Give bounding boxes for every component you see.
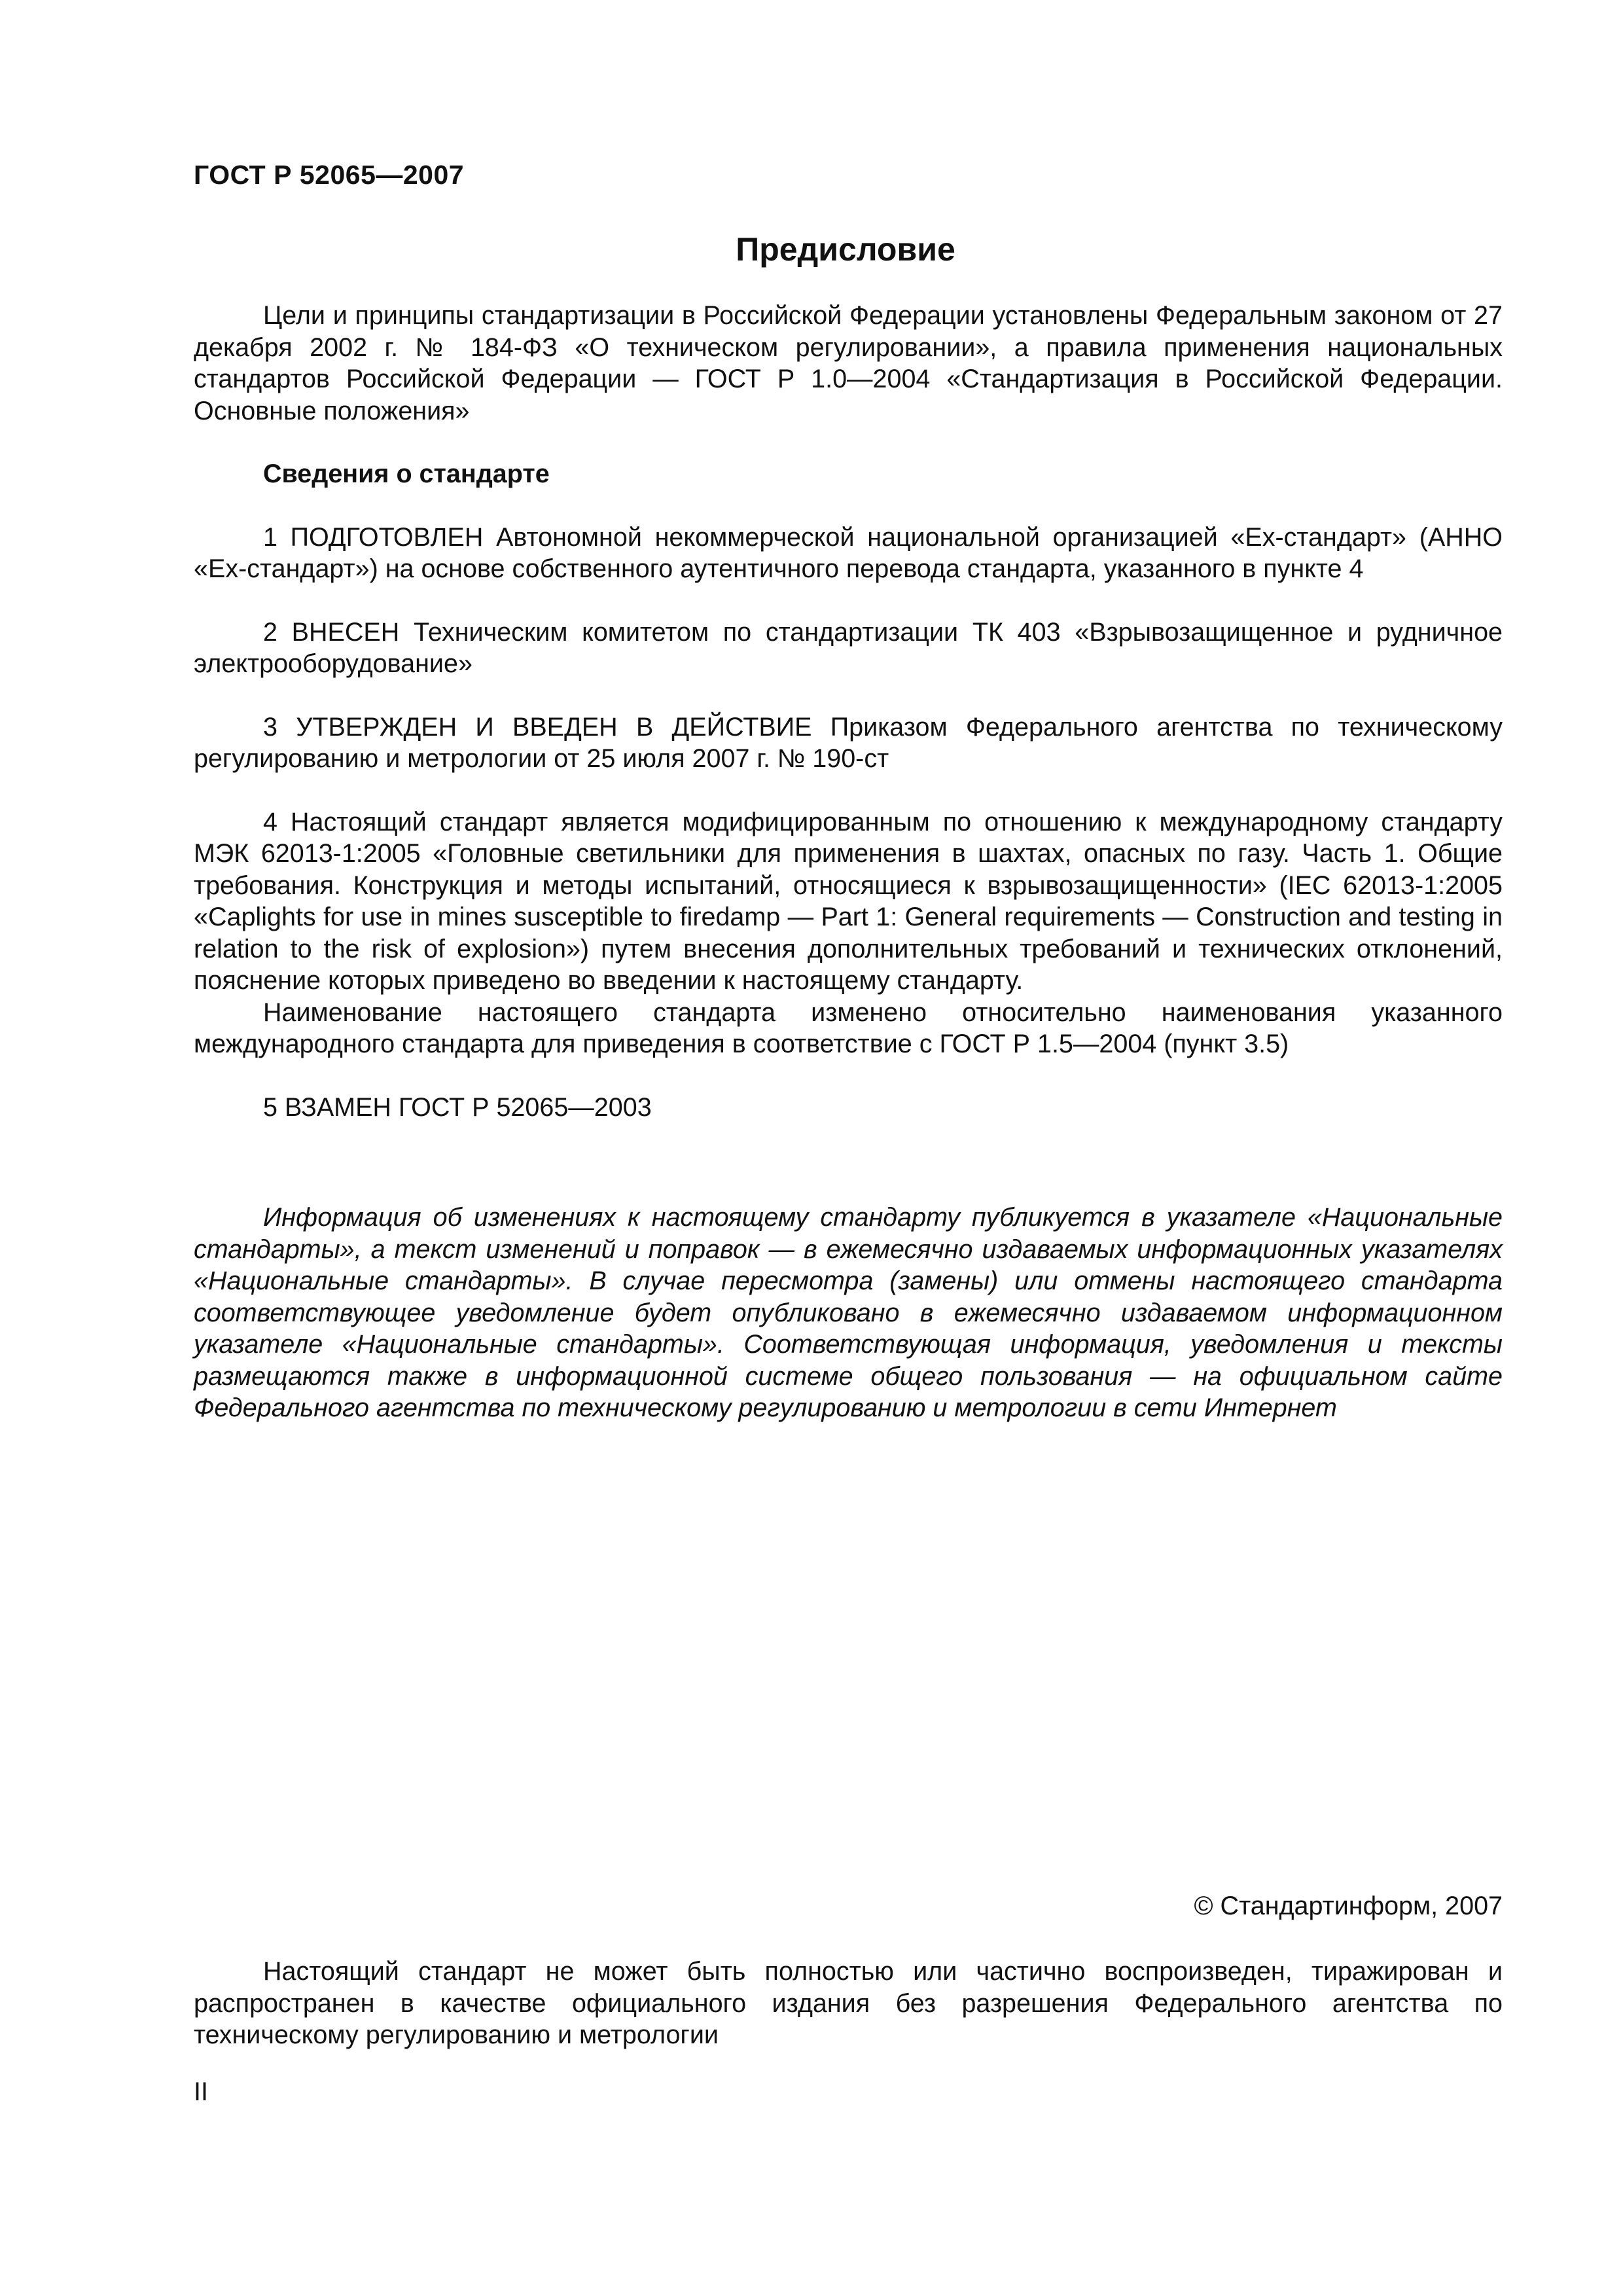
changes-info-notice: Информация об изменениях к настоящему стандарту публикуется в указателе «Национальные стандарты», а текст изменений и поправок — в ежемесячно издаваемых информационных указателях «Национальные стандарты». В случае пересмотра (замены) или отмены настоящего стандарта соответствующее уведомление будет опубликовано в ежемесячно издаваемом информационном указателе «Национальные стандарты». Соответствующая информация, уведомления и тексты размещаются также в информационной системе общего пользования — на официальном сайте Федерального агентства по техническому регулированию и метрологии в сети Интернет	[194, 1203, 1503, 1422]
item-modified: 4 Настоящий стандарт является модифицированным по отношению к международному стандарту МЭК 62013-1:2005 «Головные светильники для применения в шахтах, опасных по газу. Часть 1. Общие требования. Конструкция и методы испытаний, относящиеся к взрывозащищенности» (IEC 62013-1:2005 «Caplights for use in mines susceptible to firedamp — Part 1: General requirements — Construction and testing in relation to the risk of explosion») путем внесения дополнительных требований и технических отклонений, пояснение которых приведено во введении к настоящему стандарту.	[194, 807, 1503, 995]
copyright-line: © Стандартинформ, 2007	[1194, 1892, 1503, 1920]
item-modified-note: Наименование настоящего стандарта изменено относительно наименования указанного международного стандарта для приведения в соответствие с ГОСТ Р 1.5—2004 (пункт 3.5)	[194, 997, 1503, 1058]
standard-info-heading: Сведения о стандарте	[263, 459, 550, 488]
reproduction-notice: Настоящий стандарт не может быть полностью или частично воспроизведен, тиражирован и распространен в качестве официального издания без разрешения Федерального агентства по техническому регулированию и метрологии	[194, 1957, 1503, 2049]
item-submitted: 2 ВНЕСЕН Техническим комитетом по стандартизации ТК 403 «Взрывозащищенное и рудничное электрооборудование»	[194, 617, 1503, 678]
item-approved: 3 УТВЕРЖДЕН И ВВЕДЕН В ДЕЙСТВИЕ Приказом Федерального агентства по техническому регулированию и метрологии от 25 июля 2007 г. № 190-ст	[194, 712, 1503, 773]
intro-paragraph: Цели и принципы стандартизации в Российской Федерации установлены Федеральным законом от 27 декабря 2002 г. № 184-ФЗ «О техническом регулировании», а правила применения национальных стандартов Российской Федерации — ГОСТ Р 1.0—2004 «Стандартизация в Российской Федерации. Основные положения»	[194, 301, 1503, 425]
item-replaces: 5 ВЗАМЕН ГОСТ Р 52065—2003	[263, 1092, 652, 1122]
item-prepared: 1 ПОДГОТОВЛЕН Автономной некоммерческой национальной организацией «Ех-стандарт» (АННО «Ех-стандарт») на основе собственного аутентичного перевода стандарта, указанного в пункте 4	[194, 522, 1503, 583]
document-code: ГОСТ Р 52065—2007	[194, 160, 465, 190]
page-title: Предисловие	[736, 231, 955, 268]
foreword-body	[194, 300, 1503, 1123]
page-number: II	[194, 2077, 208, 2106]
